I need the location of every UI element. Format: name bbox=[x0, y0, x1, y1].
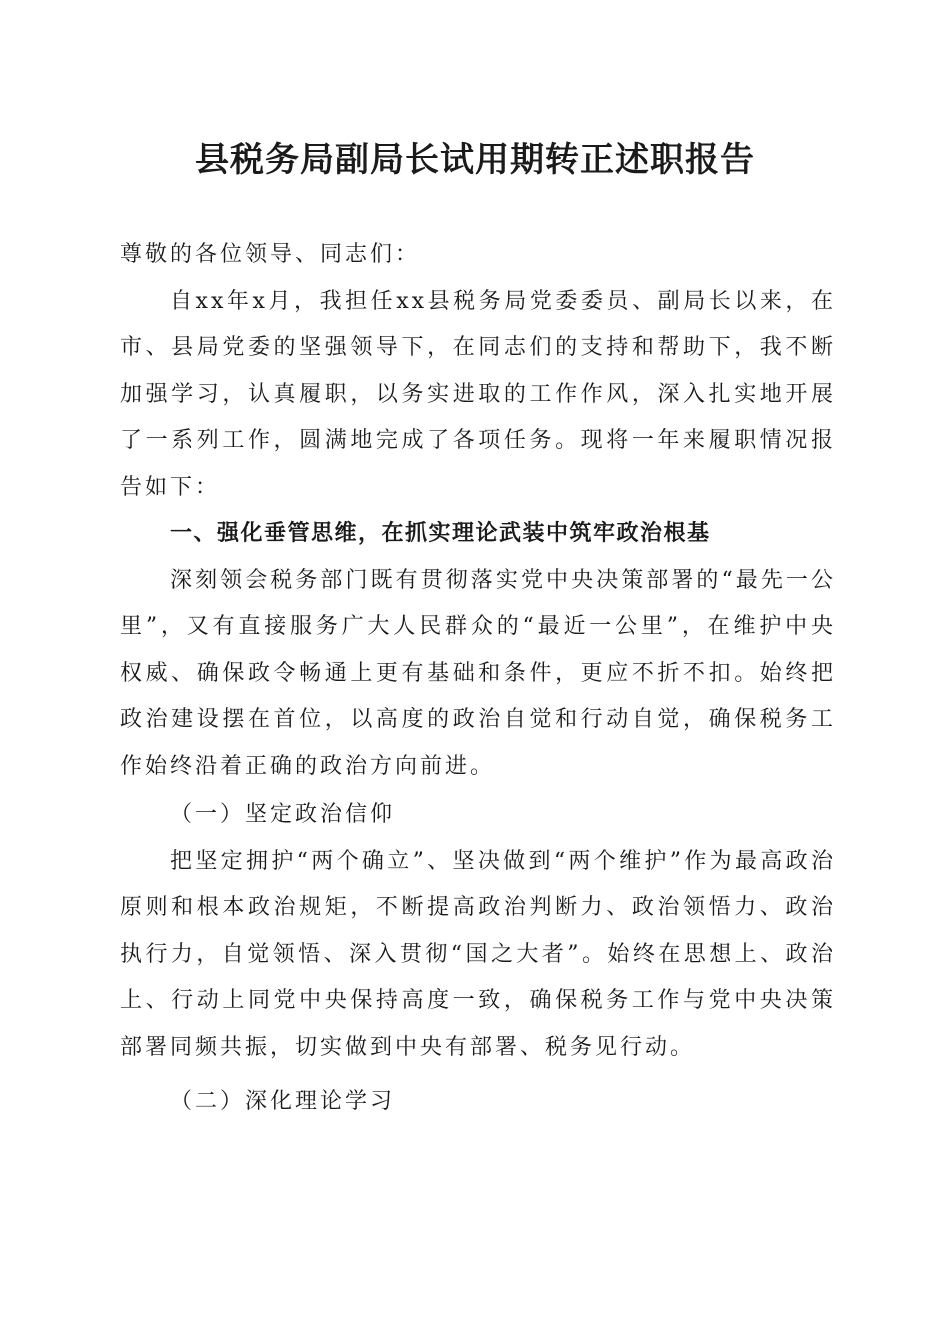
subsection-2-heading: （二）深化理论学习 bbox=[170, 1089, 396, 1114]
document-title: 县税务局副局长试用期转正述职报告 bbox=[195, 140, 755, 180]
document-body bbox=[120, 232, 836, 1126]
subsection-1-heading: （一）坚定政治信仰 bbox=[170, 802, 396, 827]
section-1-paragraph: 深刻领会税务部门既有贯彻落实党中央决策部署的“最先一公里”，又有直接服务广大人民群众的“最近一公里”，在维护中央权威、确保政令畅通上更有基础和条件，更应不折不扣。始终把政治建设摆在首位，以高度的政治自觉和行动自觉，确保税务工作始终沿着正确的政治方向前进。 bbox=[120, 567, 836, 779]
intro-paragraph: 自xx年x月，我担任xx县税务局党委委员、副局长以来，在市、县局党委的坚强领导下，在同志们的支持和帮助下，我不断加强学习，认真履职，以务实进取的工作作风，深入扎实地开展了一系列工作，圆满地完成了各项任务。现将一年来履职情况报告如下： bbox=[120, 288, 836, 500]
salutation: 尊敬的各位领导、同志们： bbox=[120, 242, 421, 267]
subsection-1-paragraph: 把坚定拥护“两个确立”、坚决做到“两个维护”作为最高政治原则和根本政治规矩，不断提高政治判断力、政治领悟力、政治执行力，自觉领悟、深入贯彻“国之大者”。始终在思想上、政治上、行动上同党中央保持高度一致，确保税务工作与党中央决策部署同频共振，切实做到中央有部署、税务见行动。 bbox=[120, 848, 836, 1060]
section-1-heading: 一、强化垂管思维，在抓实理论武装中筑牢政治根基 bbox=[170, 521, 711, 546]
